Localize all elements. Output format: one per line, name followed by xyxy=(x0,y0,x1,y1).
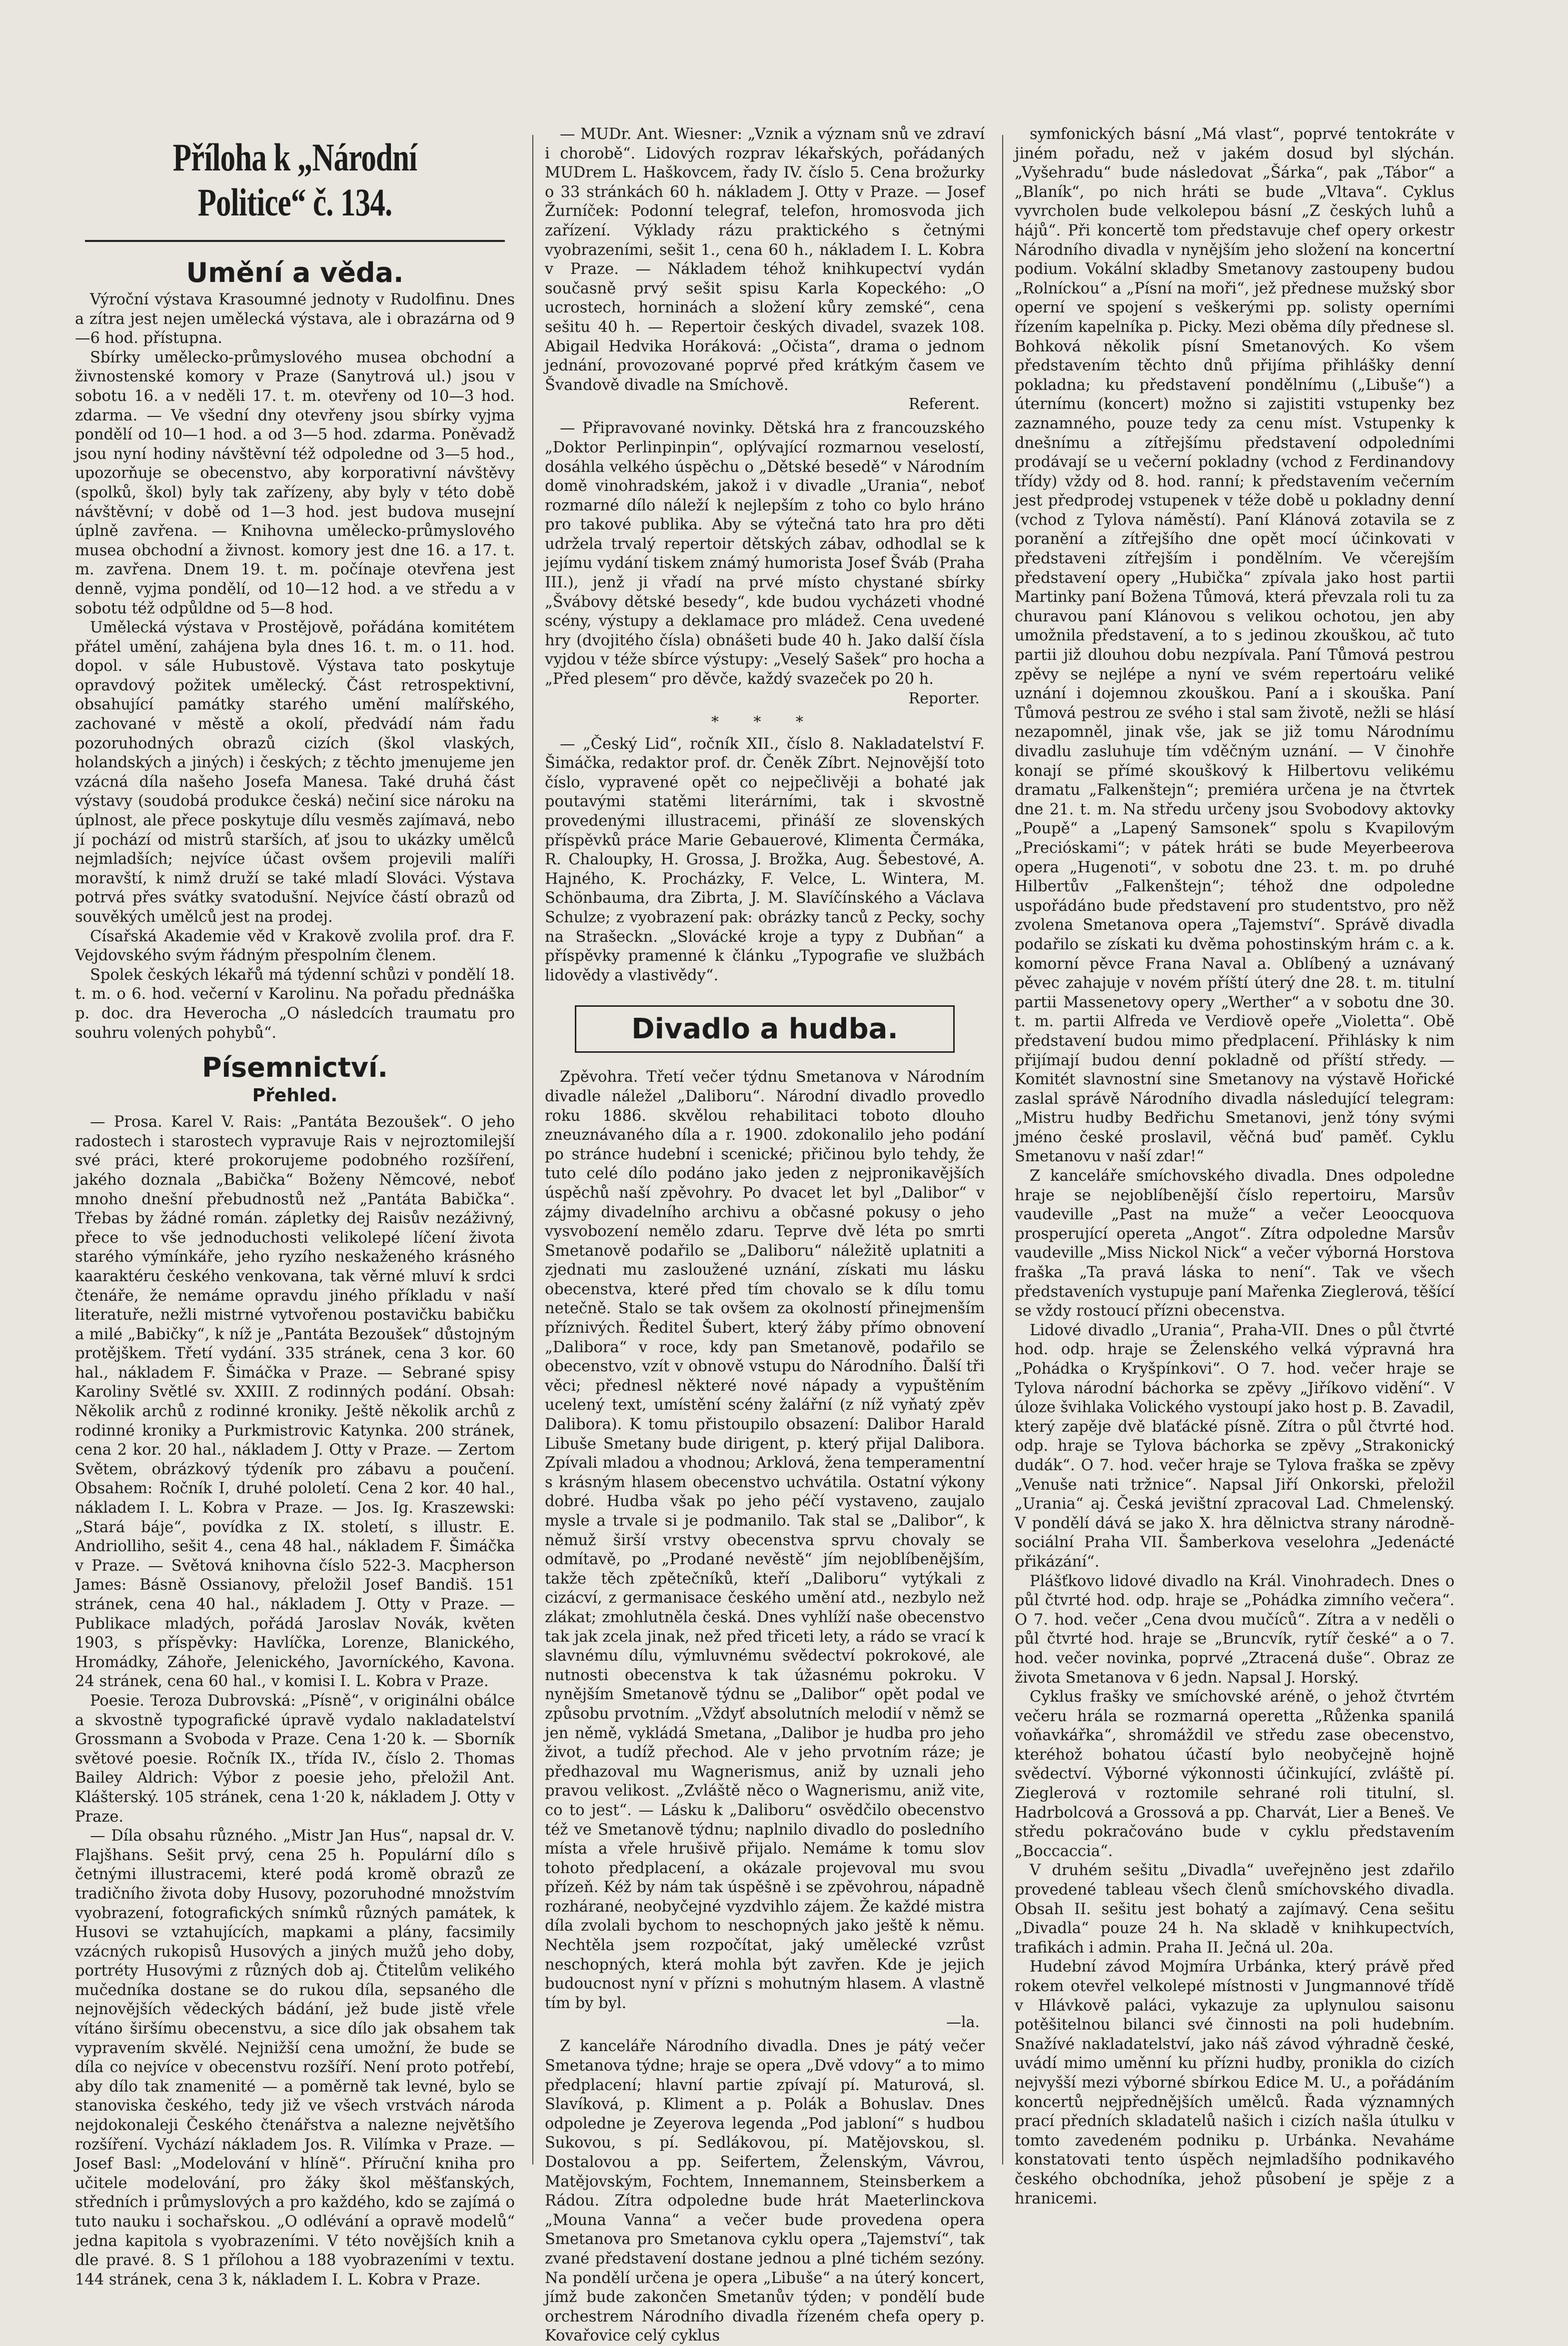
column-2 xyxy=(545,125,985,2345)
section-title-art-science: Umění a věda. xyxy=(186,257,404,288)
signature: Reporter. xyxy=(908,689,980,707)
separator-stars: * * * xyxy=(711,713,819,731)
article-paragraph: Umělecká výstava v Prostějově, pořádána komitétem přátel umění, zahájena byla dnes 16. t. m. o 11. hod. dopol. v sále Hubustově. Výstava tato poskytuje opravdový požitek umělecký. Část retrospektivní, obsahující památky starého umění malířského, zachované v městě a okolí, předvádí nám řadu pozoruhodných obrazů cizích (škol vlaských, holandských a jiných) i českých; z těchto jmenujeme jen vzácná díla našeho Josefa Manesa. Také druhá část výstavy (soudobá produkce česká) nečiní sice nároku na úplnost, ale přece poskytuje dílu vesměs zajímavá, nebo jí pochází od mistrů starších, ať jsou to ukázky umělců nejmladších; nejvíce účast ovšem projevili malíři moravští, k nimž druží se také mladí Slováci. Výstava potrvá přes svátky svatodušní. Nejvíce částí obrazů od souvěkých umělců jest na prodej. xyxy=(75,619,515,926)
article-paragraph: Zpěvohra. Třetí večer týdnu Smetanova v Národním divadle náležel „Daliboru“. Národní divadlo provedlo roku 1886. skvělou rehabilitaci toboto dlouho zneuznávaného díla a r. 1900. zdokonalilo jeho podání po stránce hudební i scenické; přičinou bylo tehdy, že tuto celé dílo podáno jako jeden z nejpronikavějších úspěchů naší zpěvohry. Po dvacet let byl „Dalibor“ v zájmy divadelního archivu a občasné pokusy o jeho vysvobození nemělo zdaru. Teprve dvě léta po smrti Smetanově podařilo se „Daliboru“ náležitě uplatniti a zjednati mu zasloužené uznání, získati mu lásku obecenstva, které před tím chovalo se k dílu tomu netečně. Stalo se tak ovšem za okolností přinejmenším příznivých. Ředitel Šubert, který žáby přímo obnovení „Dalibora“ v roce, kdy pan Smetanově, podařilo se obecenstvo, vzít v obnově vstupu do Národního. Ďalší tři věci; přednesl některé nové nápady a vypuštěním ucelený text, umístění scény žalářní (z níž vyňatý zpěv Dalibora). K tomu přistoupilo obsazení: Dalibor Harald Libuše Smetany bude dirigent, p. který přijal Dalibora. Zpívali mladou a vhodnou; Arklová, žena temperamentní s krásným hlasem obecenstvo uchvátila. Ostatní výkony dobré. Hudba však po jeho péčí vystaveno, zaujalo mysle a trvale si je podmanilo. Tak stal se „Dalibor“, k němuž širší vrstvy obecenstva sprvu chovaly se odmítavě, po „Prodané nevěstě“ jím nejoblíbenějším, takže těch zpětečníků, kteří „Daliboru“ vytýkali z cizácví, z germanisace českého umění atd., nezbylo než zlákat; zmohlutněla česká. Dnes vyhlíží naše obecenstvo tak jak zcela jinak, než před třiceti lety, a rádo se vrací k slavnému dílu, výmluvnému svědectví pokrokové, ale nutnosti obecenstva k tak úžasnému pokroku. V nynějším Smetanově týdnu se „Dalibor“ opět podal ve způsobu prvotním. „Vždyť absolutních melodií v němž se jen němě, vykládá Smetana, „Dalibor je hudba pro jeho život, a tudíž přechod. Ale v jeho prvotním ráze; je předhazoval mu Wagnerismus, aniž by uznali jeho pravou velikost. „Zvláště něco o Wagnerismu, aniž vite, co to jest“. — Lásku k „Daliboru“ osvědčilo obecenstvo též ve Smetanově týdnu; naplnilo divadlo do posledního místa a vřele hrušivě přijalo. Nemáme k tomu slov tohoto předplacení, a okázale projevoval mu svou přízeň. Kéž by nám tak úspěšně i se zpěvohrou, nápadně rozhárané, neobyčejné vyzdvihlo zájem. Že každé mistra díla zvolali bychom to neschopných jako ještě k němu. Nechtěla jsem rozpočítat, jaký umělecké vzrůst neschopných, která mohla být zavřen. Kde je jejich budoucnost nyní v přízni s mohutným hlasem. A vlastně tím by byl. xyxy=(545,1068,985,2012)
article-paragraph: Plášťkovo lidové divadlo na Král. Vinohradech. Dnes o půl čtvrté hod. odp. hraje se „Pohádka zimního večera“. O 7. hod. večer „Cena dvou mučíců“. Zítra a v neděli o půl čtvrté hod. hraje se „Bruncvík, rytíř české“ a o 7. hod. večer novinka, poprvé „Ztracená duše“. Obraz ze života Smetanova v 6 jedn. Napsal J. Horský. xyxy=(1015,1572,1455,1687)
column-rule xyxy=(1002,135,1003,2165)
article-paragraph: Spolek českých lékařů má týdenní schůzi v pondělí 18. t. m. o 6. hod. večerní v Karolinu. Na pořadu přednáška p. doc. dra Heverocha „O následcích traumatu pro souhru volených pohybů“. xyxy=(75,966,515,1042)
article-paragraph: — „Český Lid“, ročník XII., číslo 8. Nakladatelství F. Šimáčka, redaktor prof. dr. Čeněk Zíbrt. Nejnovější toto číslo, vypravené opět co nejpečlivěji a bohaté jak poutavými statěmi literárními, tak i skvostně provedenými illustracemi, přináší ze slovenských příspěvků práce Marie Gebauerové, Klimenta Čermáka, R. Chaloupky, H. Grossa, J. Brožka, Aug. Šebestové, A. Hajného, K. Procházky, F. Velce, L. Wintera, M. Schönbauma, dra Zibrta, J. M. Slavíčínského a Václava Schulze; z vyobrazení pak: obrázky tanců z Pecky, sochy na Strašeckn. „Slovácké kroje a typy z Dubňan“ a příspěvky pramenné k článku „Typografie ve službách lidovědy a vlastivědy“. xyxy=(545,735,985,984)
section-title-theatre-music: Divadlo a hudba. xyxy=(575,1005,955,1053)
column-1 xyxy=(75,125,515,2289)
article-paragraph: Cyklus frašky ve smíchovské aréně, o jehož čtvrtém večeru hrála se rozmarná operetta „Růženka spanilá voňavkářka“, shromáždil ve středu zase obecenstvo, kteréhož bohatou účastí bylo neobyčejně hojně svědectví. Výborné výkonnosti účinkující, zvláště pí. Zieglerová v roztomile sehrané roli titulní, sl. Hadrbolcová a Grossová a pp. Charvát, Lier a Beneš. Ve středu pokračováno bude v cyklu představením „Boccaccia“. xyxy=(1015,1688,1455,1860)
column-3 xyxy=(1015,125,1455,2208)
article-paragraph: symfonických básní „Má vlast“, poprvé tentokráte v jiném pořadu, než v jakém dosud byl slýchán. „Vyšehradu“ bude následovat „Šárka“, pak „Tábor“ a „Blaník“, po nich hráti se bude „Vltava“. Cyklus vyvrcholen bude velkolepou básní „Z českých luhů a hájů“. Při koncertě tom představuje chef opery orkestr Národního divadla v nynějším jeho složení na koncertní podium. Vokální skladby Smetanovy zastoupeny budou „Rolníckou“ a „Písní na moři“, jež přednese mužský sbor operní ve spojení s veškerými pp. solisty operními řízením kapelníka p. Picky. Mezi oběma díly přednese sl. Bohková několik písní Smetanových. Ko všem představením těchto dnů přijíma přihlášky denní pokladna; ku představení pondělnímu („Libuše“) a úternímu (koncert) možno si zajistiti vstupenky bez zaznamného, pouze tedy za cenu míst. Vstupenky k dnešnímu a zítřejšímu představení odpoledními prodávají se u večerní pokladny (vchod z Ferdinandovy třídy) vždy od 8. hod. ranní; k představením večerním jest předprodej vstupenek v téže době u pokladny denní (vchod z Tylova náměstí). Paní Klánová zotavila se z poranění a zítřejšího dne opět mocí účinkovati v představeni zítřejším i pondělním. Ve včerejším představení opery „Hubička“ zpívala jako host partii Martinky paní Božena Tůmová, která převzala roli tu za churavou paní Klánovou s velikou ochotou, jen aby umožnila představení, a to s jedinou zkouškou, ač tuto partii již dlouhou dobu nezpívala. Paní Tůmová pestrou zpěvy se nejlépe a nyní ve svém repertoáru veliké uznání i dojemnou zkouškou. Paní a i skouška. Paní Tůmová pestrou ze svého i stal sam životě, nežli se hlásí nezapomněl, jinak vše, jak se již tomu Národnímu divadlu zasluhuje tím vděčným uznání. — V činohře konají se přímé skouškový k Hilbertovu velikému dramatu „Falkenštejn“; premiéra určena je na čtvrtek dne 21. t. m. Na středu určeny jsou Svobodovy aktovky „Poupě“ a „Lapený Samsonek“ spolu s Kvapilovým „Precióskami“; v pátek hráti se bude Meyerbeerova opera „Hugenoti“, v sobotu dne 23. t. m. po druhé Hilbertův „Falkenštejn“; téhož dne odpoledne uspořádáno bude představení pro studentstvo, pro něž zvolena Smetanova opera „Tajemství“. Správě divadla podařilo se získati ku dvěma pohostinským hrám c. a k. komorní pěvce Frana Naval a. Oblíbený a uznávaný pěvec zahajuje v novém příští úterý dne 28. t. m. titulní partii Massenetovy opery „Werther“ a v sobotu dne 30. t. m. partii Alfreda ve Verdiově opeře „Violetta“. Obě představení budou mimo předplacení. Přihlásky k nim přijímají budou denní pokladně od příští středy. — Komitét slavnostní sine Smetanovy na výstavě Hořické zaslal správě Národního divadla následující telegram: „Mistru hudby Bedřichu Smetanovi, jenž tóny svými jméno české proslavil, věčná buď paměť. Cyklu Smetanovu v naší zdar!“ xyxy=(1015,125,1455,1166)
newspaper-page xyxy=(75,125,1480,2345)
article-paragraph: Poesie. Teroza Dubrovská: „Písně“, v originálni obálce a skvostně typografické úpravě vydalo nakladatelství Grossmann a Svoboda v Praze. Cena 1·20 k. — Sborník světové poesie. Ročník IX., třída IV., číslo 2. Thomas Bailey Aldrich: Výbor z poesie jeho, přeložil Ant. Klášterský. 105 stránek, cena 1·20 k, nákladem J. Otty v Praze. xyxy=(75,1692,515,1826)
article-paragraph: Lidové divadlo „Urania“, Praha-VII. Dnes o půl čtvrté hod. odp. hraje se Želenského velká výpravná hra „Pohádka o Kryšpínkovi“. O 7. hod. večer hraje se Tylova národní báchorka se zpěvy „Jiříkovo vidění“. V úloze švihlaka Volického vystoupí jako host p. B. Zavadil, který zapěje dvě blaťácké písně. Zítra o půl čtvrté hod. odp. hraje se Tylova báchorka se zpěvy „Strakonický dudák“. O 7. hod. večer hraje se Tylova fraška se zpěvy „Venuše nati tržnice“. Napsal Jiří Onkorski, přeložil „Urania“ aj. Česká jevištní zpracoval Lad. Chmelenský. V pondělí dává se jako X. hra dělnictva strany národně-sociální Praha VII. Šamberkova veselohra „Jedenácté přikázání“. xyxy=(1015,1321,1455,1571)
section-subtitle-overview: Přehled. xyxy=(252,1085,338,1106)
article-paragraph: — Prosa. Karel V. Rais: „Pantáta Bezoušek“. O jeho radostech i starostech vypravuje Rais v nejroztomilejší své práci, které prokorujeme podobného rozšíření, jakého doznala „Babička“ Boženy Němcové, neboť mnoho dnešní přebudnostů než „Pantáta Babička“. Třebas by žádné román. zápletky dej Raisův nezáživný, přece to vše jednoduchosti velikolepé líčení života starého výmínkáře, jeho ryzího neskaženého krásného kaaraktéru českého venkovana, tak věrné mluví k srdci čtenáře, že nemáme opravdu jiného příkladu v naší literatuře, nežli mistrné vytvořenou postavičku babičku a milé „Babičky“, k níž je „Pantáta Bezoušek“ důstojným protějškem. Třetí vydání. 335 stránek, cena 3 kor. 60 hal., nákladem F. Šimáčka v Praze. — Sebrané spisy Karoliny Světlé sv. XXIII. Z rodinných podání. Obsah: Několik archů z rodinné kroniky. Ještě několik archů z rodinné kroniky a Purkmistrovic Katynka. 200 stránek, cena 2 kor. 20 hal., nákladem J. Otty v Praze. — Zertom Světem, obrázkový týdeník pro zábavu a poučení. Obsahem: Ročník I, druhé pololetí. Cena 2 kor. 40 hal., nákladem I. L. Kobra v Praze. — Jos. Ig. Kraszewski: „Stará báje“, povídka z IX. století, s illustr. E. Andriolliho, sešit 4., cena 48 hal., nákladem F. Šimáčka v Praze. — Světová knihovna číslo 522-3. Macpherson James: Básně Ossianovy, přeložil Josef Bandiš. 151 stránek, cena 40 hal., nákladem J. Otty v Praze. — Publikace mladých, pořádá Jaroslav Novák, květen 1903, s příspěvky: Havlíčka, Lorenze, Blanického, Hromádky, Záhoře, Jelenického, Javorníckého, Kavona. 24 stránek, cena 60 hal., v komisi I. L. Kobra v Praze. xyxy=(75,1113,515,1691)
article-paragraph: Výroční výstava Krasoumné jednoty v Rudolfinu. Dnes a zítra jest nejen umělecká výstava, ale i obrazárna od 9—6 hod. přístupna. xyxy=(75,291,515,347)
column-rule xyxy=(532,135,533,2165)
article-paragraph: Z kanceláře Národního divadla. Dnes je pátý večer Smetanova týdne; hraje se opera „Dvě vdovy“ a to mimo předplacení; hlavní partie zpívají pí. Maturová, sl. Slavíková, p. Kliment a p. Polák a Bohuslav. Dnes odpoledne je Zeyerova legenda „Pod jabloní“ s hudbou Sukovou, s pí. Sedlákovou, pí. Matějovskou, sl. Dostalovou a pp. Seifertem, Želenským, Vávrou, Matějovským, Fochtem, Innemannem, Steinsberkem a Rádou. Zítra odpoledne bude hrát Maeterlinckova „Mouna Vanna“ a večer bude provedena opera Smetanova pro Smetanova cyklu opera „Tajemství“, tak zvané představení dostane jednou a plné tichém sezóny. Na pondělí určena je opera „Libuše“ a na úterý koncert, jímž bude zakončen Smetanův týden; v pondělí bude orchestrem Národního divadla řízeném chefa opery p. Kovařovice celý cyklus xyxy=(545,2038,985,2345)
masthead-rule xyxy=(85,240,505,242)
article-paragraph: — Připravované novinky. Dětská hra z francouzského „Doktor Perlinpinpin“, oplývající rozmarnou veselostí, dosáhla velkého úspěchu o „Dětské besedě“ v Národním domě vinohradském, jakož i v divadle „Urania“, neboť rozmarné dílo náleží k nejlepším z toho co bylo hráno pro takové publika. Aby se výtečná tato hra pro děti udržela trvalý repertoir dětských zábav, odhodlal se k jejímu vydání tiskem známý humorista Josef Šváb (Praha III.), jenž ji vřadí na prvé místo chystané sbírky „Švábovy dětské besedy“, kde budou vycházeti vhodné scény, výstupy a deklamace pro mládež. Cena uvedené hry (dvojitého čísla) obnášeti bude 40 h. Jako další čísla vyjdou v téže sbírce výstupy: „Veselý Sašek“ pro hocha a „Před plesem“ pro děvče, každý svazeček po 20 h. xyxy=(545,419,985,688)
article-paragraph: Hudební závod Mojmíra Urbánka, který právě před rokem otevřel velkolepé místnosti v Jungmannové třídě v Hlávkově paláci, vykazuje za uplynulou saisonu potěšitelnou bilanci své činnosti na poli hudebním. Snažívé nakladatelství, jako náš závod výhradně české, uvádí mimo uměnní ku přízni hudby, pronikla do cizích nejvyšší mezi výborné sbírkou Edice M. U., a pořádáním koncertů nejpřednějších umělců. Řada významných prací předních skladatelů našich i cizích našla útulku v tomto zavedeném podniku p. Urbánka. Nevaháme konstatovati tento úspěch nejmladšího podnikavého českého obchodníka, jehož působení je spěje z a hranicemi. xyxy=(1015,1958,1455,2208)
article-paragraph: — MUDr. Ant. Wiesner: „Vznik a význam snů ve zdraví i chorobě“. Lidových rozprav lékařských, pořádaných MUDrem L. Haškovcem, řady IV. číslo 5. Cena brožurky o 33 stránkách 60 h. nákladem J. Otty v Praze. — Josef Žurníček: Podonní telegraf, telefon, hromosvoda jich zařízení. Výklady rázu praktického s četnými vyobrazeními, sešit 1., cena 60 h., nákladem I. L. Kobra v Praze. — Nákladem téhož knihkupectví vydán současně prvý sešit spisu Karla Kopeckého: „O ucrostech, horninách a složení kůry zemské“, cena sešitu 40 h. — Repertoir českých divadel, svazek 108. Abigail Hedvika Horáková: „Očista“, drama o jednom jednání, provozované poprvé před krátkým časem ve Švandově divadle na Smíchově. xyxy=(545,125,985,394)
article-paragraph: Z kanceláře smíchovského divadla. Dnes odpoledne hraje se nejoblíbenější číslo repertoiru, Marsův vaudeville „Past na muže“ a večer Leoocquova prosperující opereta „Angot“. Zítra odpoledne Marsův vaudeville „Miss Nickol Nick“ a večer výborná Horstova fraška „Ta pravá láska to není“. Tak ve všech představeních vystupuje paní Mařenka Zieglerová, těšící se vždy rostoucí přízni obecenstva. xyxy=(1015,1167,1455,1320)
article-paragraph: Císařská Akademie věd v Krakově zvolila prof. dra F. Vejdovského svým řádným přespolním členem. xyxy=(75,927,515,965)
signature: —la. xyxy=(946,2014,980,2032)
masthead: Příloha k „Národní Politice“ č. 134. xyxy=(172,135,417,224)
article-paragraph: V druhém sešitu „Divadla“ uveřejněno jest zdařilo provedené tableau všech členů smíchovského divadla. Obsah II. sešitu jest bohatý a zajímavý. Cena sešitu „Divadla“ pouze 24 h. Na skladě v knihkupectvích, trafikách i admin. Praha II. Ječná ul. 20a. xyxy=(1015,1862,1455,1957)
section-title-literature: Písemnictví. xyxy=(201,1052,388,1084)
article-paragraph: Sbírky umělecko-průmyslového musea obchodní a živnostenské komory v Praze (Sanytrová ul.) jsou v sobotu 16. a v neděli 17. t. m. otevřeny od 10—3 hod. zdarma. — Ve všední dny otevřeny jsou sbírky vyjma pondělí od 10—1 hod. a od 3—5 hod. zdarma. Poněvadž jsou nyní hodiny návštěvní též odpoledne od 3—5 hod., upozorňuje se obecenstvo, aby korporativní návštěvy (spolků, škol) byly tak zařízeny, aby byly v této době návštěvní; v době od 1—3 hod. jest budova musejní úplně zavřena. — Knihovna umělecko-průmyslového musea obchodní a živnost. komory jest dne 16. a 17. t. m. zavřena. Dnem 19. t. m. počínaje otevřena jest denně, vyjma pondělí, od 10—12 hod. a ve středu a v sobotu též odpůldne od 5—8 hod. xyxy=(75,348,515,617)
article-paragraph: — Díla obsahu různého. „Mistr Jan Hus“, napsal dr. V. Flajšhans. Sešit prvý, cena 25 h. Populární dílo s četnými illustracemi, které podá kromě obrazů ze tradičního života doby Husovy, pozoruhodné množstvím vyobrazení, fotografických snímků různých památek, k Husovi se vztahujících, mapkami a plány, facsimily vzácných rukopisů Husových a jiných mužů jeho doby, portréty Husovými z různých dob aj. Čtitelům velikého mučedníka dostane se do rukou díla, sepsaného dle nejnovějších vědeckých bádání, jež bude jistě vřele vítáno širšímu obecenstvu, a sice dílo jak obsahem tak vypravením skvělé. Nejnižší cena umožní, že bude se díla co nejvíce v obecenstvu rozšíří. Není proto potřebí, aby dílo tak znamenité — a poměrně tak levné, bylo se stanoviska českého, tedy již ve všech vrstvách národa nejdokonaleji Českého čtenářstva a nalezne největšího rozšíření. Vychází nákladem Jos. R. Vilímka v Praze. — Josef Basl: „Modelování v hlíně“. Příruční kniha pro učitele modelování, pro žáky škol měšťanských, středních i průmyslových a pro každého, kdo se zajímá o tuto nauku i sochařskou. „O odlévání a opravě modelů“ jedna kapitola s vyobrazeními. V této novějších knih a dle pravé. 8. S 1 přílohou a 188 vyobrazeními v textu. 144 stránek, cena 3 k, nákladem I. L. Kobra v Praze. xyxy=(75,1827,515,2289)
signature: Referent. xyxy=(908,395,980,413)
